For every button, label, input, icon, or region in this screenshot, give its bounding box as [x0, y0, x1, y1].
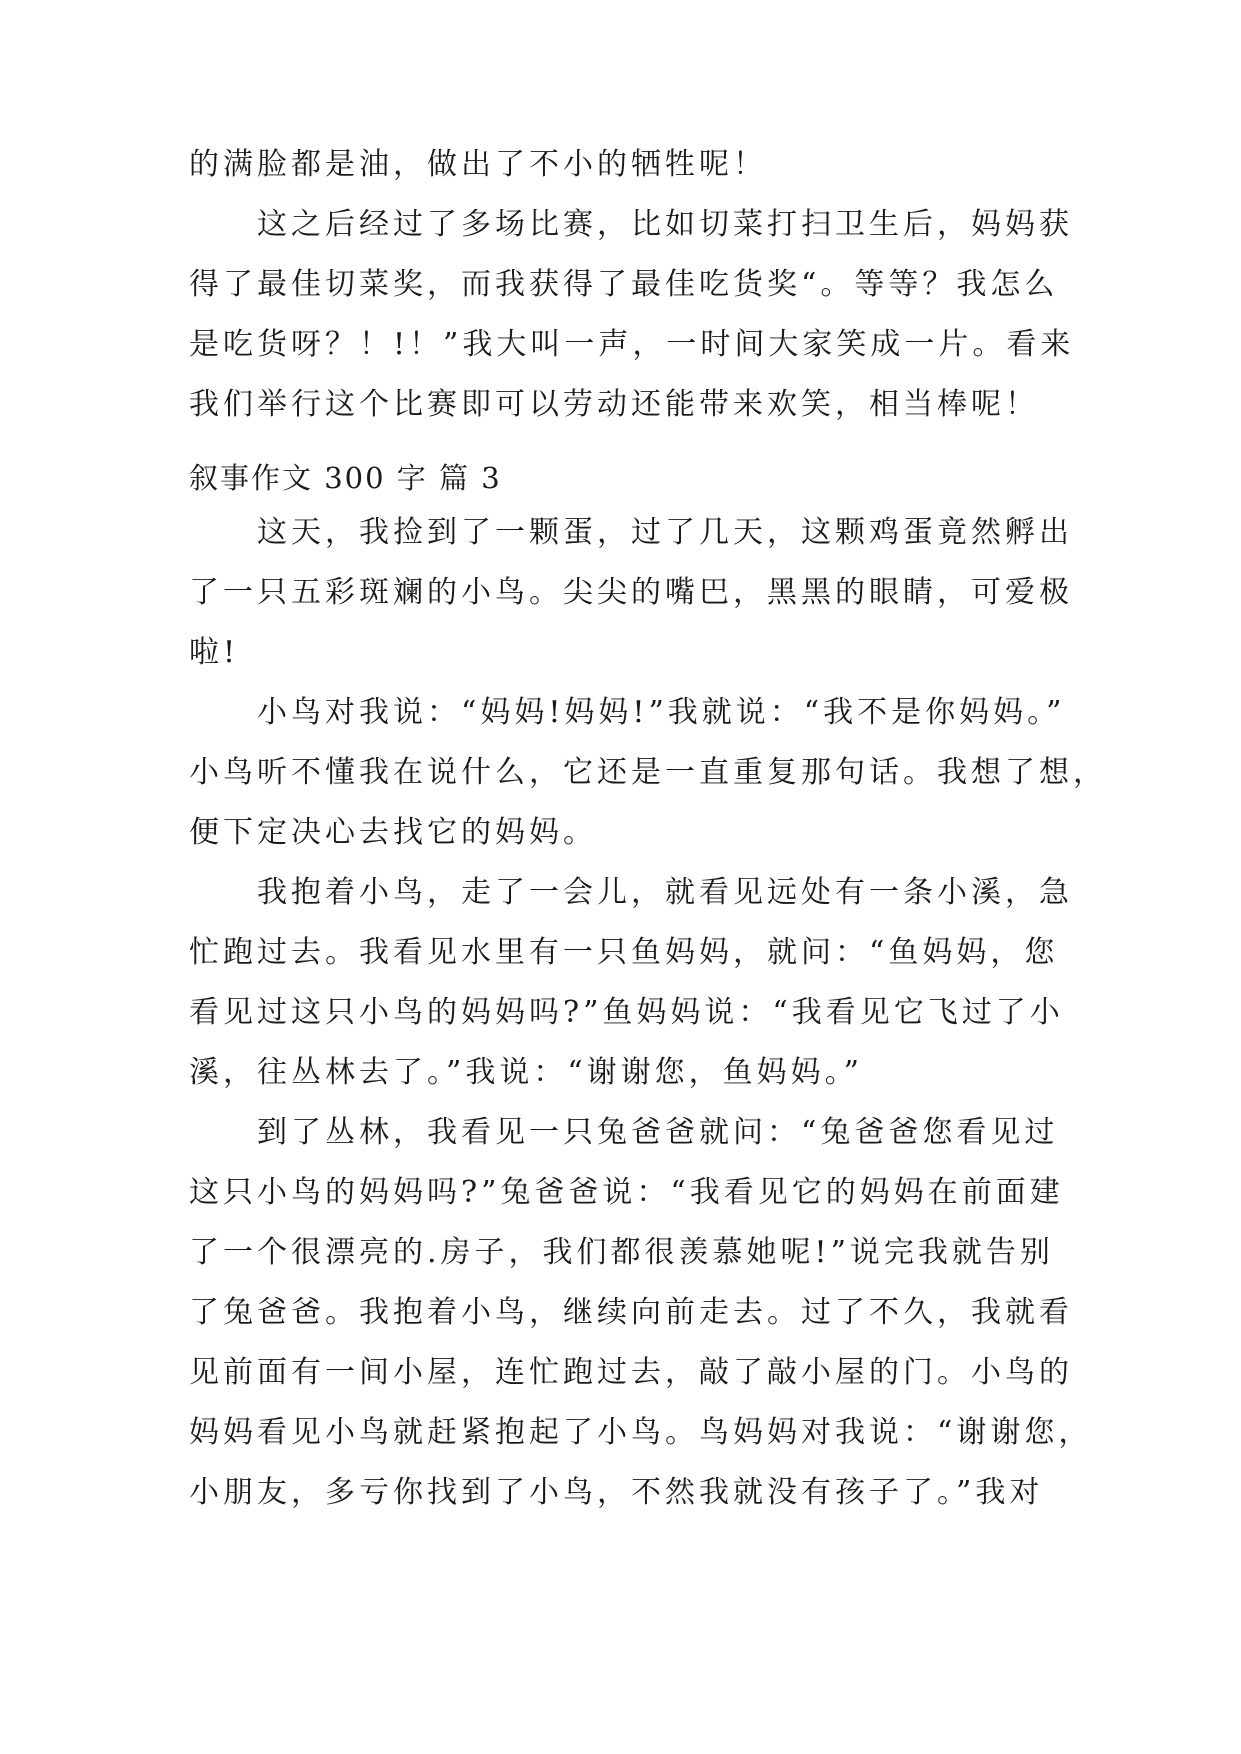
- paragraph-line: 了一只五彩斑斓的小鸟。尖尖的嘴巴，黑黑的眼睛，可爱极: [189, 575, 1073, 610]
- paragraph-line: 小鸟对我说：“妈妈!妈妈!”我就说：“我不是你妈妈。”: [257, 695, 1066, 730]
- paragraph-line: 这天，我捡到了一颗蛋，过了几天，这颗鸡蛋竟然孵出: [257, 515, 1073, 550]
- paragraph-line: 是吃货呀？！!！”我大叫一声，一时间大家笑成一片。看来: [189, 327, 1075, 362]
- section-3-title-block: [189, 448, 1069, 508]
- paragraph-line: 溪，往丛林去了。”我说：“谢谢您，鱼妈妈。”: [189, 1055, 864, 1090]
- paragraph-line: 了一个很漂亮的.房子，我们都很羡慕她呢!”说完我就告别: [189, 1235, 1054, 1270]
- paragraph-line: 这只小鸟的妈妈吗?”兔爸爸说：“我看见它的妈妈在前面建: [189, 1175, 1064, 1210]
- paragraph-line: 见前面有一间小屋，连忙跑过去，敲了敲小屋的门。小鸟的: [189, 1355, 1073, 1390]
- paragraph-line: 小朋友，多亏你找到了小鸟，不然我就没有孩子了。”我对: [189, 1475, 1044, 1510]
- paragraph-line: 妈妈看见小鸟就赶紧抱起了小鸟。鸟妈妈对我说：“谢谢您，: [189, 1415, 1093, 1450]
- paragraph-line: 我抱着小鸟，走了一会儿，就看见远处有一条小溪，急: [257, 875, 1073, 910]
- paragraph-line: 啦!: [189, 635, 240, 670]
- paragraph-line: 得了最佳切菜奖，而我获得了最佳吃货奖“。等等？我怎么: [189, 267, 1059, 302]
- paragraph-line: 忙跑过去。我看见水里有一只鱼妈妈，就问：“鱼妈妈，您: [189, 935, 1059, 970]
- paragraph-line: 我们举行这个比赛即可以劳动还能带来欢笑，相当棒呢！: [189, 387, 1039, 422]
- paragraph-line: 到了丛林，我看见一只兔爸爸就问：“兔爸爸您看见过: [257, 1115, 1059, 1150]
- paragraph-line: 看见过这只小鸟的妈妈吗?”鱼妈妈说：“我看见它飞过了小: [189, 995, 1064, 1030]
- section-3-body: [189, 503, 1107, 1523]
- paragraph-line: 小鸟听不懂我在说什么，它还是一直重复那句话。我想了想，: [189, 755, 1107, 790]
- paragraph-line: 的满脸都是油，做出了不小的牺牲呢！: [189, 147, 767, 182]
- section-title: 叙事作文 300 字 篇 3: [189, 461, 502, 495]
- paragraph-line: 这之后经过了多场比赛，比如切菜打扫卫生后，妈妈获: [257, 207, 1073, 242]
- previous-section-text: [189, 135, 1075, 435]
- paragraph-line: 便下定决心去找它的妈妈。: [189, 815, 597, 850]
- paragraph-line: 了兔爸爸。我抱着小鸟，继续向前走去。过了不久，我就看: [189, 1295, 1073, 1330]
